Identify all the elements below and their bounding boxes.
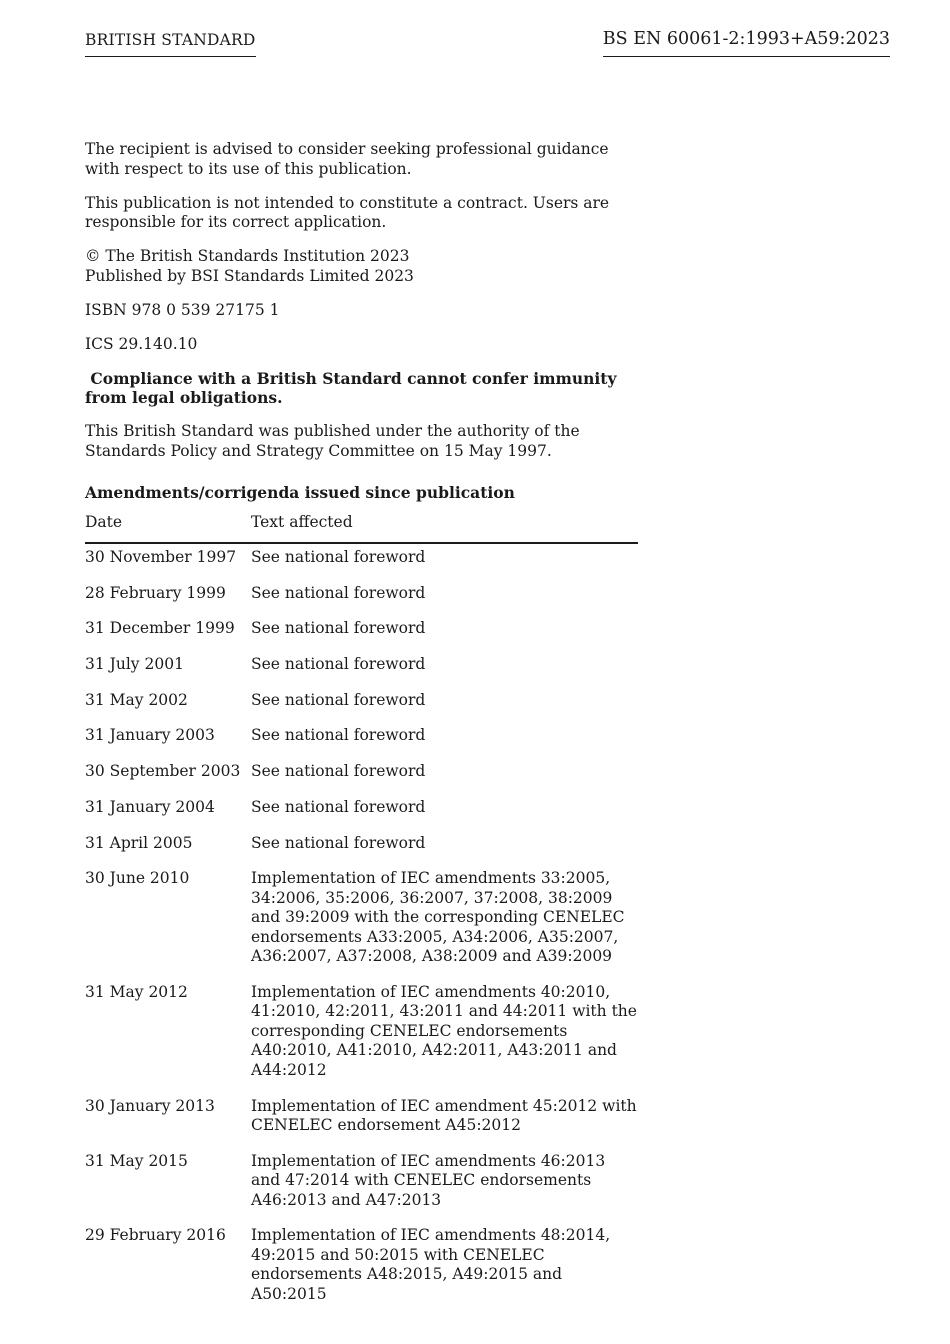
table-row	[85, 722, 638, 758]
table-row	[85, 865, 638, 979]
amendment-date: 31 May 2002	[85, 690, 188, 709]
amendment-text: Implementation of IEC amendments 40:2010, 41:2010, 42:2011, 43:2011 and 44:2011 with the corresponding CENELEC endorsements A40:2010, A41:2010, A42:2011, A43:2011 and A44:2012	[251, 982, 637, 1079]
amendment-text: See national foreword	[251, 583, 426, 602]
amendments-header-row	[85, 513, 638, 544]
document-body	[85, 140, 638, 1317]
amendment-text: See national foreword	[251, 690, 426, 709]
column-header-date: Date	[85, 513, 251, 544]
table-row	[85, 580, 638, 616]
table-row	[85, 687, 638, 723]
amendment-text: See national foreword	[251, 548, 426, 566]
publisher-line: Published by BSI Standards Limited 2023	[85, 266, 414, 285]
amendments-title: Amendments/corrigenda issued since publication	[85, 483, 515, 502]
amendment-text: See national foreword	[251, 762, 426, 781]
amendment-text: See national foreword	[251, 797, 426, 816]
amendments-table	[85, 513, 638, 1317]
header-standard-type: BRITISH STANDARD	[85, 31, 256, 57]
table-row	[85, 794, 638, 830]
header-document-number: BS EN 60061-2:1993+A59:2023	[603, 30, 890, 57]
amendment-date: 30 September 2003	[85, 762, 241, 781]
amendment-date: 30 January 2013	[85, 1096, 215, 1115]
amendment-date: 31 July 2001	[85, 655, 184, 674]
amendment-date: 30 June 2010	[85, 869, 190, 888]
amendment-text: Implementation of IEC amendments 33:2005, 34:2006, 35:2006, 36:2007, 37:2008, 38:2009 and 39:2009 with the corresponding CENELEC endorsements A33:2005, A34:2006, A35:2007, A36:2007, A37:2008, A38:2009 and A39:2009	[251, 869, 625, 966]
amendment-date: 31 December 1999	[85, 619, 235, 638]
advice-paragraph: The recipient is advised to consider seeking professional guidance with respect to its use of this publication.	[85, 140, 609, 178]
compliance-text: Compliance with a British Standard cannot confer immunity from legal obligations.	[85, 368, 617, 407]
amendment-date: 28 February 1999	[85, 583, 226, 602]
amendment-text: See national foreword	[251, 619, 426, 638]
table-row	[85, 543, 638, 580]
authority-paragraph: This British Standard was published under the authority of the Standards Policy and Strategy Committee on 15 May 1997.	[85, 422, 580, 460]
copyright-line: © The British Standards Institution 2023	[85, 247, 410, 265]
amendment-date: 31 April 2005	[85, 833, 193, 852]
table-row	[85, 651, 638, 687]
amendment-text: See national foreword	[251, 726, 426, 745]
amendment-date: 31 January 2003	[85, 726, 215, 745]
copyright-block	[85, 247, 638, 286]
table-row	[85, 830, 638, 866]
amendment-text: Implementation of IEC amendment 45:2012 with CENELEC endorsement A45:2012	[251, 1096, 637, 1135]
amendment-date: 31 May 2012	[85, 982, 188, 1001]
amendment-text: See national foreword	[251, 833, 426, 852]
amendment-text: See national foreword	[251, 655, 426, 674]
amendment-date: 31 May 2015	[85, 1151, 188, 1170]
ics-line: ICS 29.140.10	[85, 334, 198, 353]
table-row	[85, 1222, 638, 1316]
amendment-date: 31 January 2004	[85, 797, 215, 816]
amendment-date: 30 November 1997	[85, 548, 237, 566]
amendment-date: 29 February 2016	[85, 1226, 226, 1245]
table-row	[85, 1148, 638, 1223]
compliance-notice	[85, 369, 638, 408]
amendment-text: Implementation of IEC amendments 46:2013 and 47:2014 with CENELEC endorsements A46:2013 and A47:2013	[251, 1151, 606, 1209]
table-row	[85, 1093, 638, 1148]
table-row	[85, 615, 638, 651]
table-row	[85, 758, 638, 794]
column-header-text: Text affected	[251, 513, 638, 544]
isbn-line: ISBN 978 0 539 27175 1	[85, 300, 280, 319]
amendments-table-body	[85, 543, 638, 1317]
amendment-text: Implementation of IEC amendments 48:2014, 49:2015 and 50:2015 with CENELEC endorsements A48:2015, A49:2015 and A50:2015	[251, 1226, 611, 1303]
contract-paragraph: This publication is not intended to constitute a contract. Users are responsible for its correct application.	[85, 193, 610, 231]
table-row	[85, 979, 638, 1093]
